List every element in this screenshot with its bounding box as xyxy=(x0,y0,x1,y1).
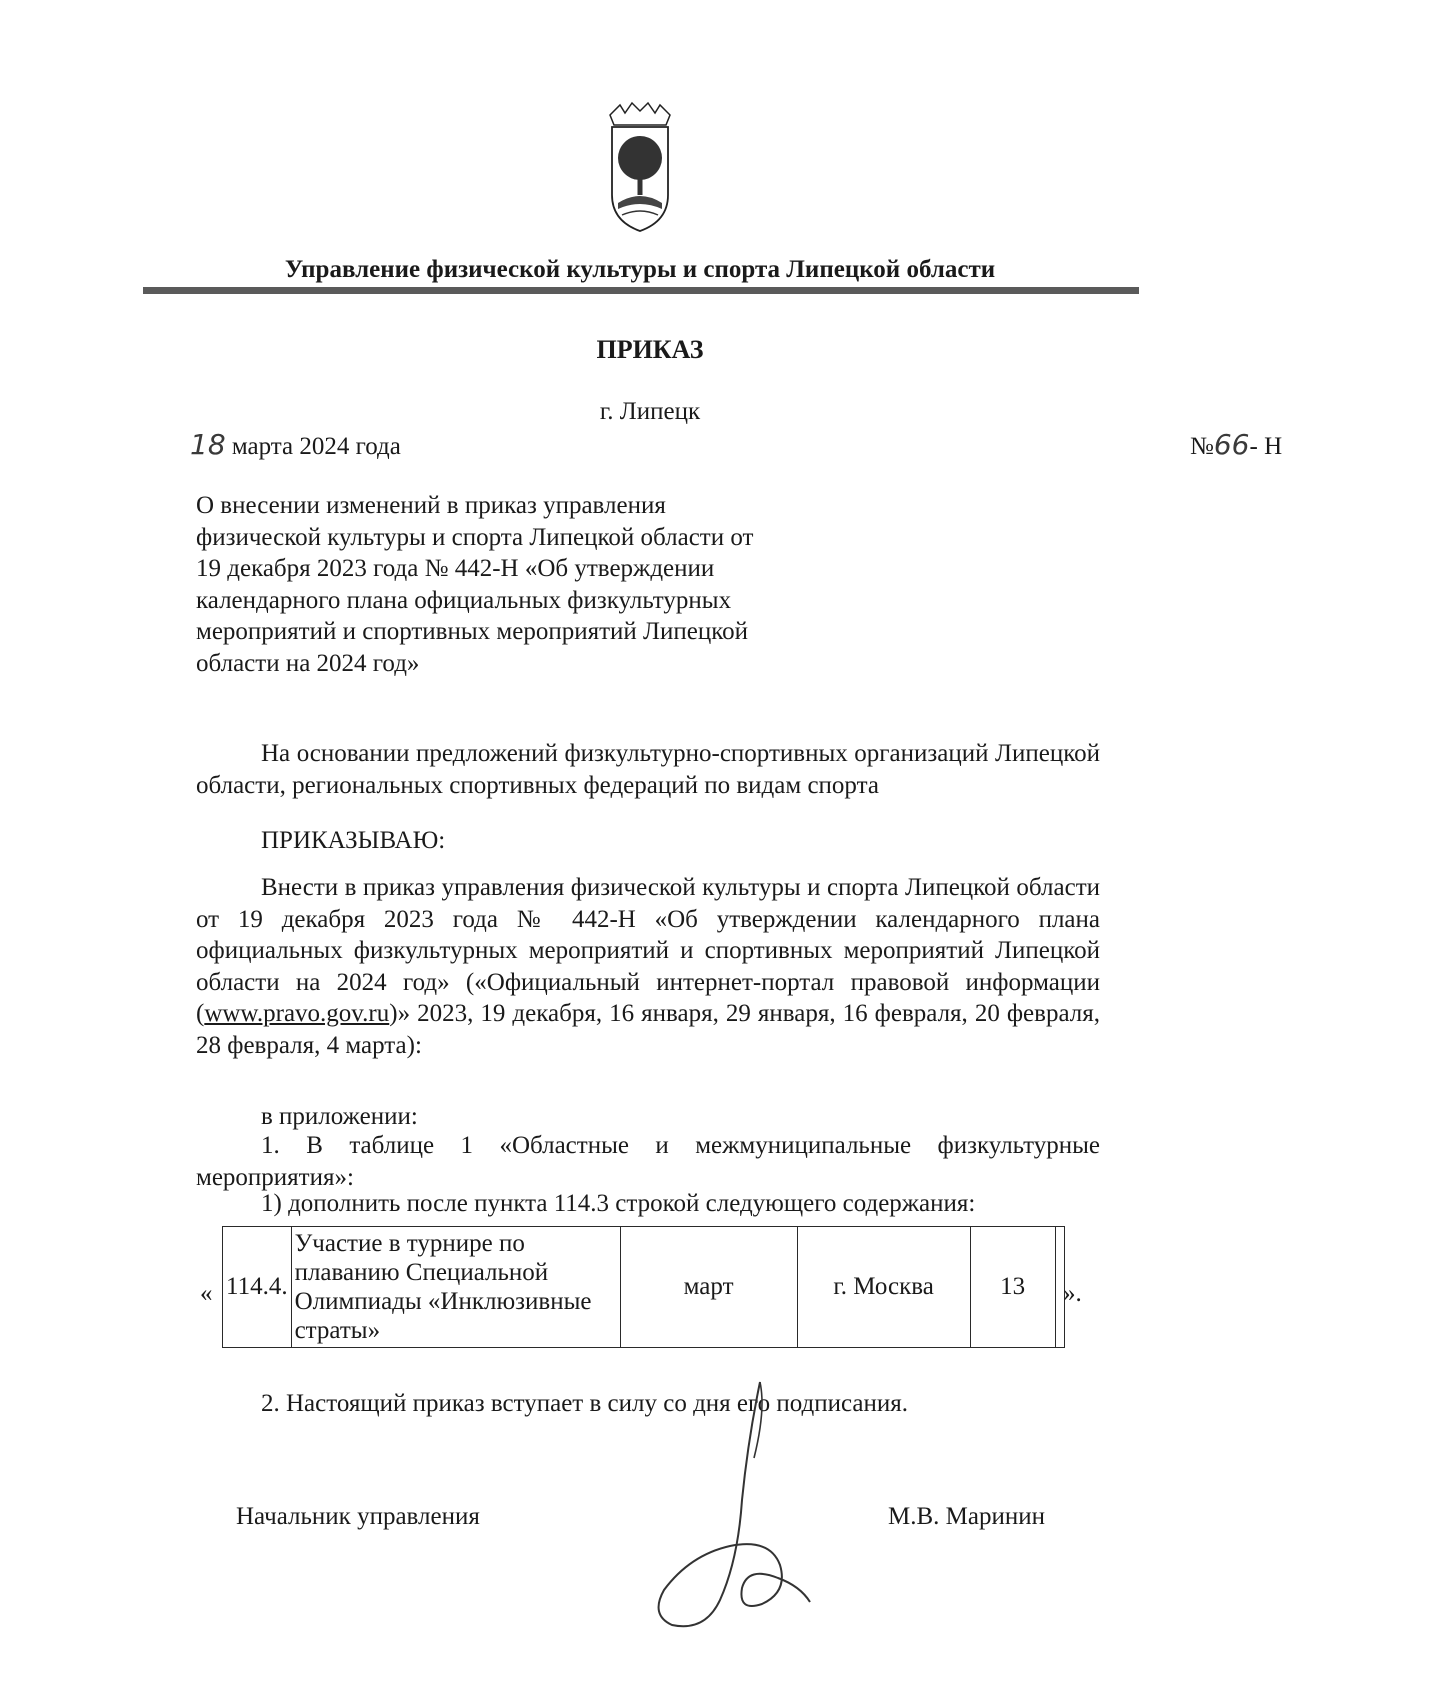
in-appendix-label: в приложении: xyxy=(261,1103,418,1130)
number-prefix: № xyxy=(1190,433,1214,460)
document-title: ПРИКАЗ xyxy=(596,335,704,364)
date-day-handwritten: 18 xyxy=(190,428,226,461)
pravo-link[interactable]: www.pravo.gov.ru xyxy=(204,1000,390,1027)
cell-place: г. Москва xyxy=(797,1227,970,1348)
table-row xyxy=(223,1227,1065,1348)
coat-of-arms-emblem xyxy=(600,103,680,233)
handwritten-signature xyxy=(650,1370,830,1640)
item-2: 2. Настоящий приказ вступает в силу со дня его подписания. xyxy=(261,1390,909,1417)
subitem-1: 1) дополнить после пункта 114.3 строкой следующего содержания: xyxy=(261,1190,976,1217)
number-handwritten: 66 xyxy=(1213,428,1250,461)
signer-role: Начальник управления xyxy=(236,1503,480,1530)
order-number xyxy=(1190,428,1282,461)
date-number-line xyxy=(190,428,1440,461)
number-suffix: - Н xyxy=(1249,433,1283,460)
row-quote-open: « xyxy=(200,1280,213,1307)
order-subject: О внесении изменений в приказ управления физической культуры и спорта Липецкой области от 19 декабря 2023 года № 442-Н «Об утверждении календарного плана официальных физкультурных мероприятий и спортивных мероприятий Липецкой области на 2024 год» xyxy=(196,492,754,677)
cell-number: 114.4. xyxy=(223,1227,292,1348)
basis-paragraph: На основании предложений физкультурно-спортивных организаций Липецкой области, региональных спортивных федераций по видам спорта xyxy=(196,740,1100,799)
intro-paragraph xyxy=(196,872,1100,1061)
intro-text-1: Внести в приказ управления физической культуры и спорта Липецкой области от 19 декабря 2023 года № 442-Н «Об утверждении календарного плана официальных физкультурных мероприятий и спортивных мероприятий Липецкой области на 2024 год» («Официальный интернет-портал правовой информации ( xyxy=(196,874,1100,1027)
cell-event: Участие в турнире по плаванию Специальной Олимпиады «Инклюзивные страты» xyxy=(291,1227,620,1348)
row-quote-close: ». xyxy=(1063,1280,1082,1307)
header-rule xyxy=(143,287,1139,294)
signer-name: М.В. Маринин xyxy=(888,1503,1045,1530)
event-table xyxy=(222,1226,1065,1348)
order-word: ПРИКАЗЫВАЮ: xyxy=(261,827,446,854)
cell-month: март xyxy=(620,1227,797,1348)
cell-count: 13 xyxy=(970,1227,1055,1348)
intro-text-2: )» 2023, 19 декабря, 16 января, 29 января, 16 февраля, 20 февраля, 28 февраля, 4 марта): xyxy=(196,1000,1100,1059)
date-rest: марта 2024 года xyxy=(231,433,401,460)
document-city: г. Липецк xyxy=(599,398,701,425)
organization-name: Управление физической культуры и спорта Липецкой области xyxy=(284,256,996,283)
item-1: 1. В таблице 1 «Областные и межмуниципальные физкультурные мероприятия»: xyxy=(196,1132,1100,1191)
